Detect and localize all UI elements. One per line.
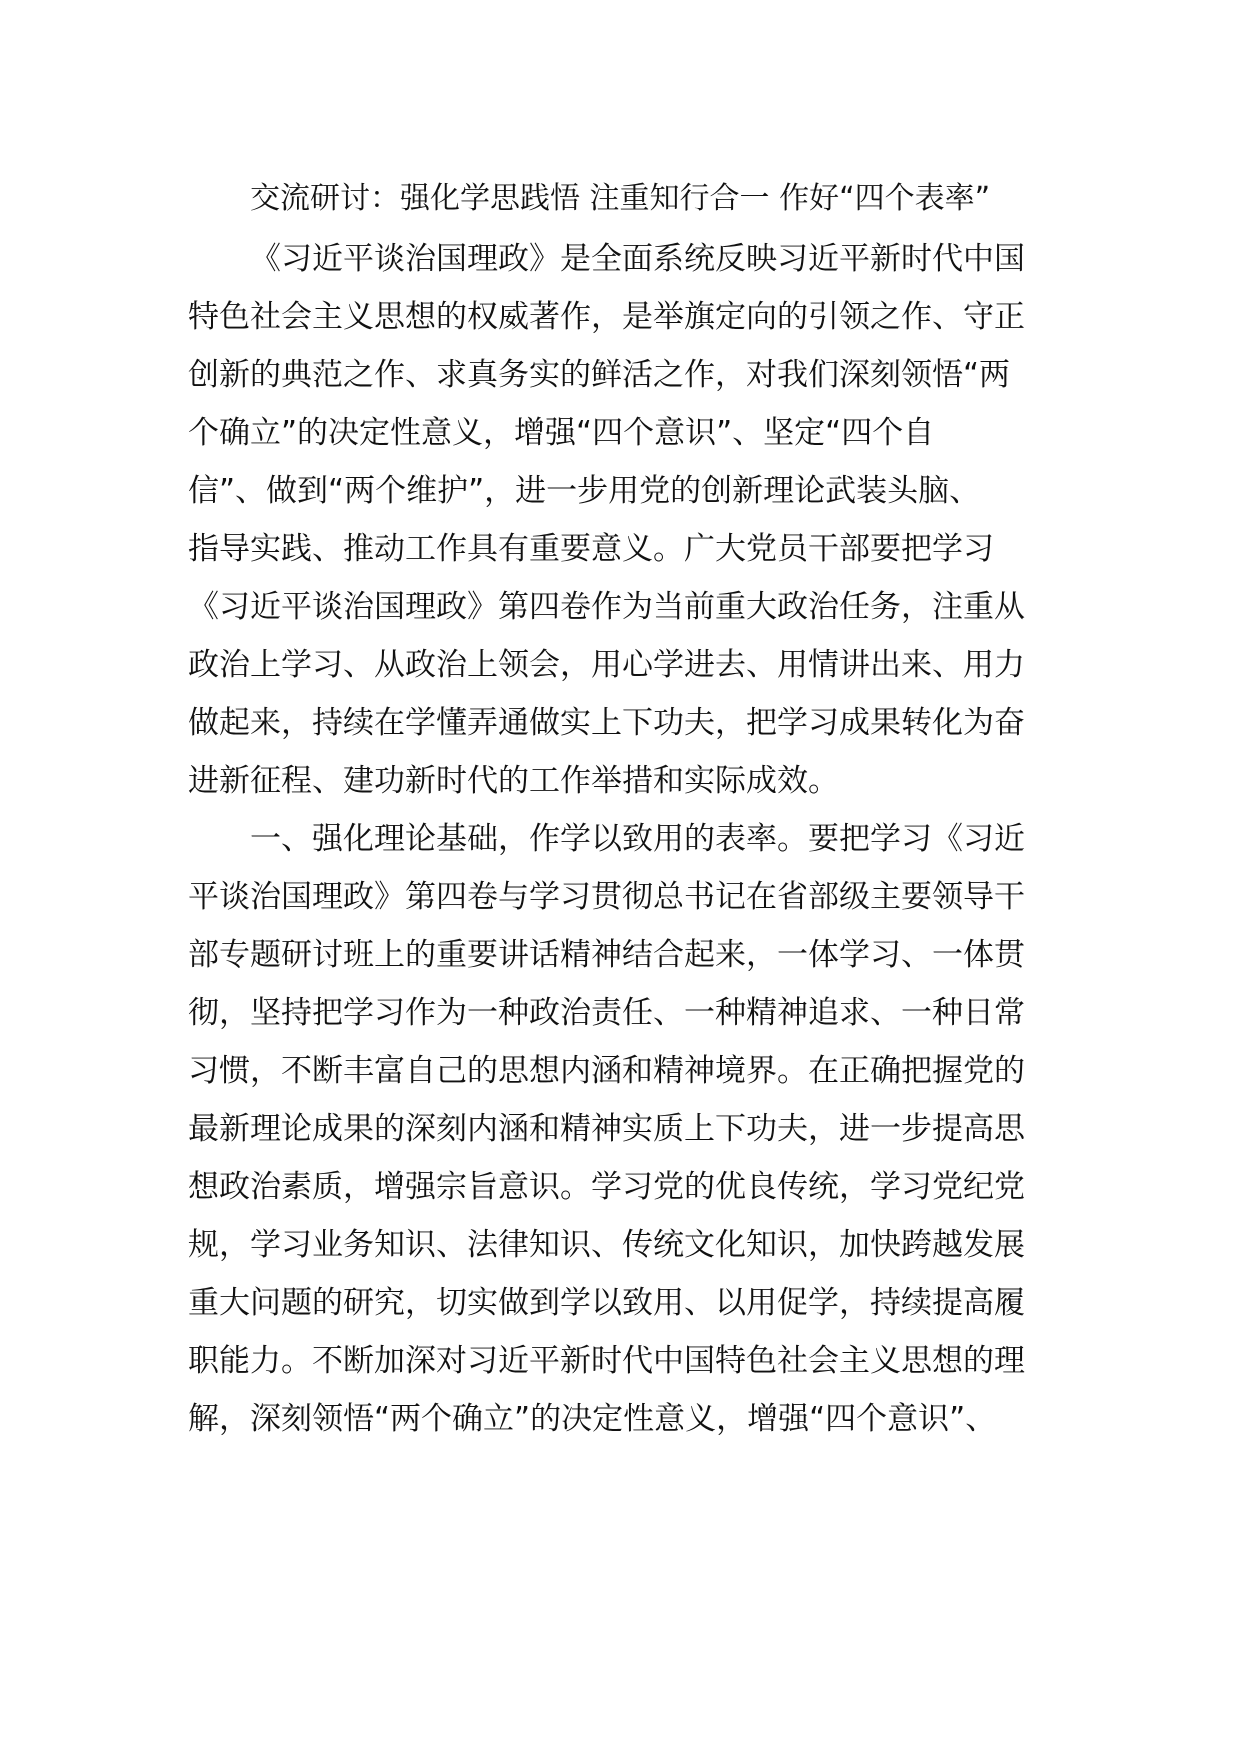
paragraph-2-line-3: 部专题研讨班上的重要讲话精神结合起来，一体学习、一体贯 [188, 937, 1025, 973]
paragraph-2-line-9: 重大问题的研究，切实做到学以致用、以用促学，持续提高履 [188, 1285, 1025, 1321]
paragraph-2-line-4: 彻，坚持把学习作为一种政治责任、一种精神追求、一种日常 [188, 995, 1025, 1031]
paragraph-1-line-2: 特色社会主义思想的权威著作，是举旗定向的引领之作、守正 [188, 299, 1025, 335]
paragraph-1-line-7: 《习近平谈治国理政》第四卷作为当前重大政治任务，注重从 [188, 589, 1025, 625]
paragraph-1-line-4: 个确立”的决定性意义，增强“四个意识”、坚定“四个自 [188, 415, 935, 451]
paragraph-2-line-10: 职能力。不断加深对习近平新时代中国特色社会主义思想的理 [188, 1343, 1025, 1379]
paragraph-2-line-5: 习惯，不断丰富自己的思想内涵和精神境界。在正确把握党的 [188, 1053, 1025, 1089]
paragraph-1-line-5: 信”、做到“两个维护”，进一步用党的创新理论武装头脑、 [188, 473, 981, 509]
paragraph-2-line-2: 平谈治国理政》第四卷与学习贯彻总书记在省部级主要领导干 [188, 879, 1025, 915]
paragraph-1-line-6: 指导实践、推动工作具有重要意义。广大党员干部要把学习 [188, 531, 994, 567]
paragraph-1-line-8: 政治上学习、从政治上领会，用心学进去、用情讲出来、用力 [188, 647, 1025, 683]
paragraph-2-line-8: 规，学习业务知识、法律知识、传统文化知识，加快跨越发展 [188, 1227, 1025, 1263]
paragraph-1-line-9: 做起来，持续在学懂弄通做实上下功夫，把学习成果转化为奋 [188, 705, 1025, 741]
document-title: 交流研讨：强化学思践悟 注重知行合一 作好“四个表率” [250, 181, 991, 216]
paragraph-2-line-6: 最新理论成果的深刻内涵和精神实质上下功夫，进一步提高思 [188, 1111, 1025, 1147]
paragraph-2-line-1: 一、强化理论基础，作学以致用的表率。要把学习《习近 [250, 821, 1025, 857]
paragraph-1-line-3: 创新的典范之作、求真务实的鲜活之作，对我们深刻领悟“两 [188, 357, 1011, 393]
paragraph-2-line-11: 解，深刻领悟“两个确立”的决定性意义，增强“四个意识”、 [188, 1401, 997, 1437]
paragraph-1-line-10: 进新征程、建功新时代的工作举措和实际成效。 [188, 763, 839, 799]
paragraph-2-line-7: 想政治素质，增强宗旨意识。学习党的优良传统，学习党纪党 [188, 1169, 1025, 1205]
paragraph-1-line-1: 《习近平谈治国理政》是全面系统反映习近平新时代中国 [250, 241, 1025, 277]
